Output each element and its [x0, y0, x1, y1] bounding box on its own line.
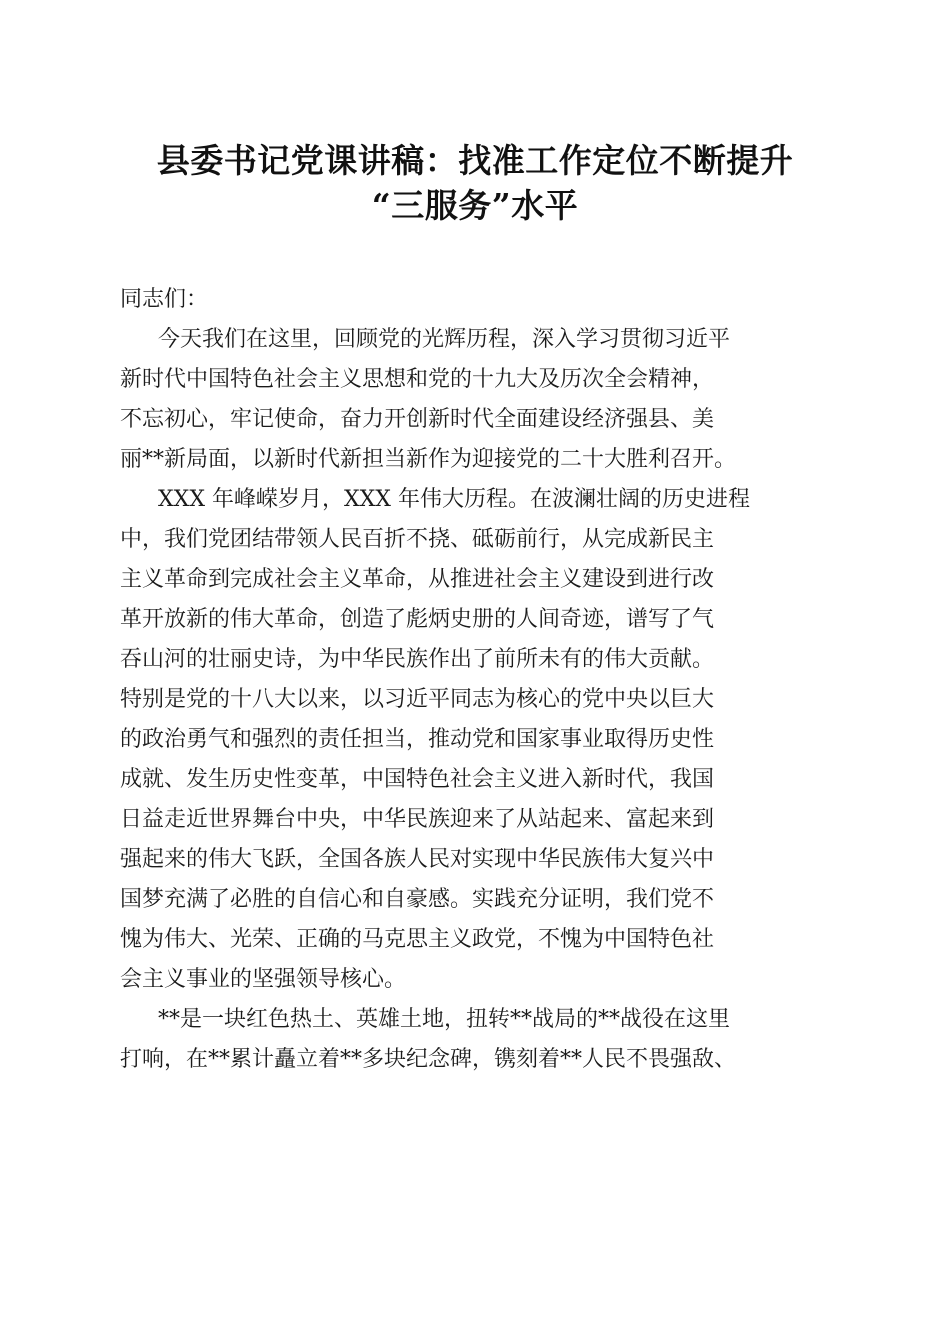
paragraph-2	[120, 480, 830, 1000]
paragraph-line: **是一块红色热土、英雄土地，扭转**战局的**战役在这里	[158, 1007, 731, 1032]
paragraph-line: 会主义事业的坚强领导核心。	[120, 967, 407, 992]
paragraph-1	[120, 320, 830, 480]
paragraph-line: 特别是党的十八大以来，以习近平同志为核心的党中央以巨大	[120, 687, 715, 712]
paragraph-line: 革开放新的伟大革命，创造了彪炳史册的人间奇迹，谱写了气	[120, 607, 715, 632]
paragraph-3	[120, 1000, 830, 1080]
paragraph-line: 中，我们党团结带领人民百折不挠、砥砺前行，从完成新民主	[120, 527, 715, 552]
salutation: 同志们：	[120, 287, 209, 312]
paragraph-line: 不忘初心，牢记使命，奋力开创新时代全面建设经济强县、美	[120, 407, 715, 432]
paragraph-line: 新时代中国特色社会主义思想和党的十九大及历次全会精神，	[120, 367, 715, 392]
paragraph-line: 强起来的伟大飞跃，全国各族人民对实现中华民族伟大复兴中	[120, 847, 715, 872]
paragraph-line: 今天我们在这里，回顾党的光辉历程，深入学习贯彻习近平	[158, 327, 731, 352]
title-line: “三服务”水平	[371, 186, 579, 225]
title-line: 县委书记党课讲稿：找准工作定位不断提升	[156, 141, 794, 180]
paragraph-line: 打响，在**累计矗立着**多块纪念碑，镌刻着**人民不畏强敌、	[120, 1047, 737, 1072]
paragraph-line: 成就、发生历史性变革，中国特色社会主义进入新时代，我国	[120, 767, 715, 792]
paragraph-line: 的政治勇气和强烈的责任担当，推动党和国家事业取得历史性	[120, 727, 715, 752]
paragraph-line: 日益走近世界舞台中央，中华民族迎来了从站起来、富起来到	[120, 807, 715, 832]
document-title	[60, 138, 890, 228]
paragraph-line: XXX 年峰嵘岁月，XXX 年伟大历程。在波澜壮阔的历史进程	[158, 487, 750, 512]
document-body	[120, 280, 830, 1080]
paragraph-line: 国梦充满了必胜的自信心和自豪感。实践充分证明，我们党不	[120, 887, 715, 912]
paragraph-line: 愧为伟大、光荣、正确的马克思主义政党，不愧为中国特色社	[120, 927, 715, 952]
paragraph-line: 吞山河的壮丽史诗，为中华民族作出了前所未有的伟大贡献。	[120, 647, 715, 672]
paragraph-line: 丽**新局面，以新时代新担当新作为迎接党的二十大胜利召开。	[120, 447, 737, 472]
paragraph-line: 主义革命到完成社会主义革命，从推进社会主义建设到进行改	[120, 567, 715, 592]
